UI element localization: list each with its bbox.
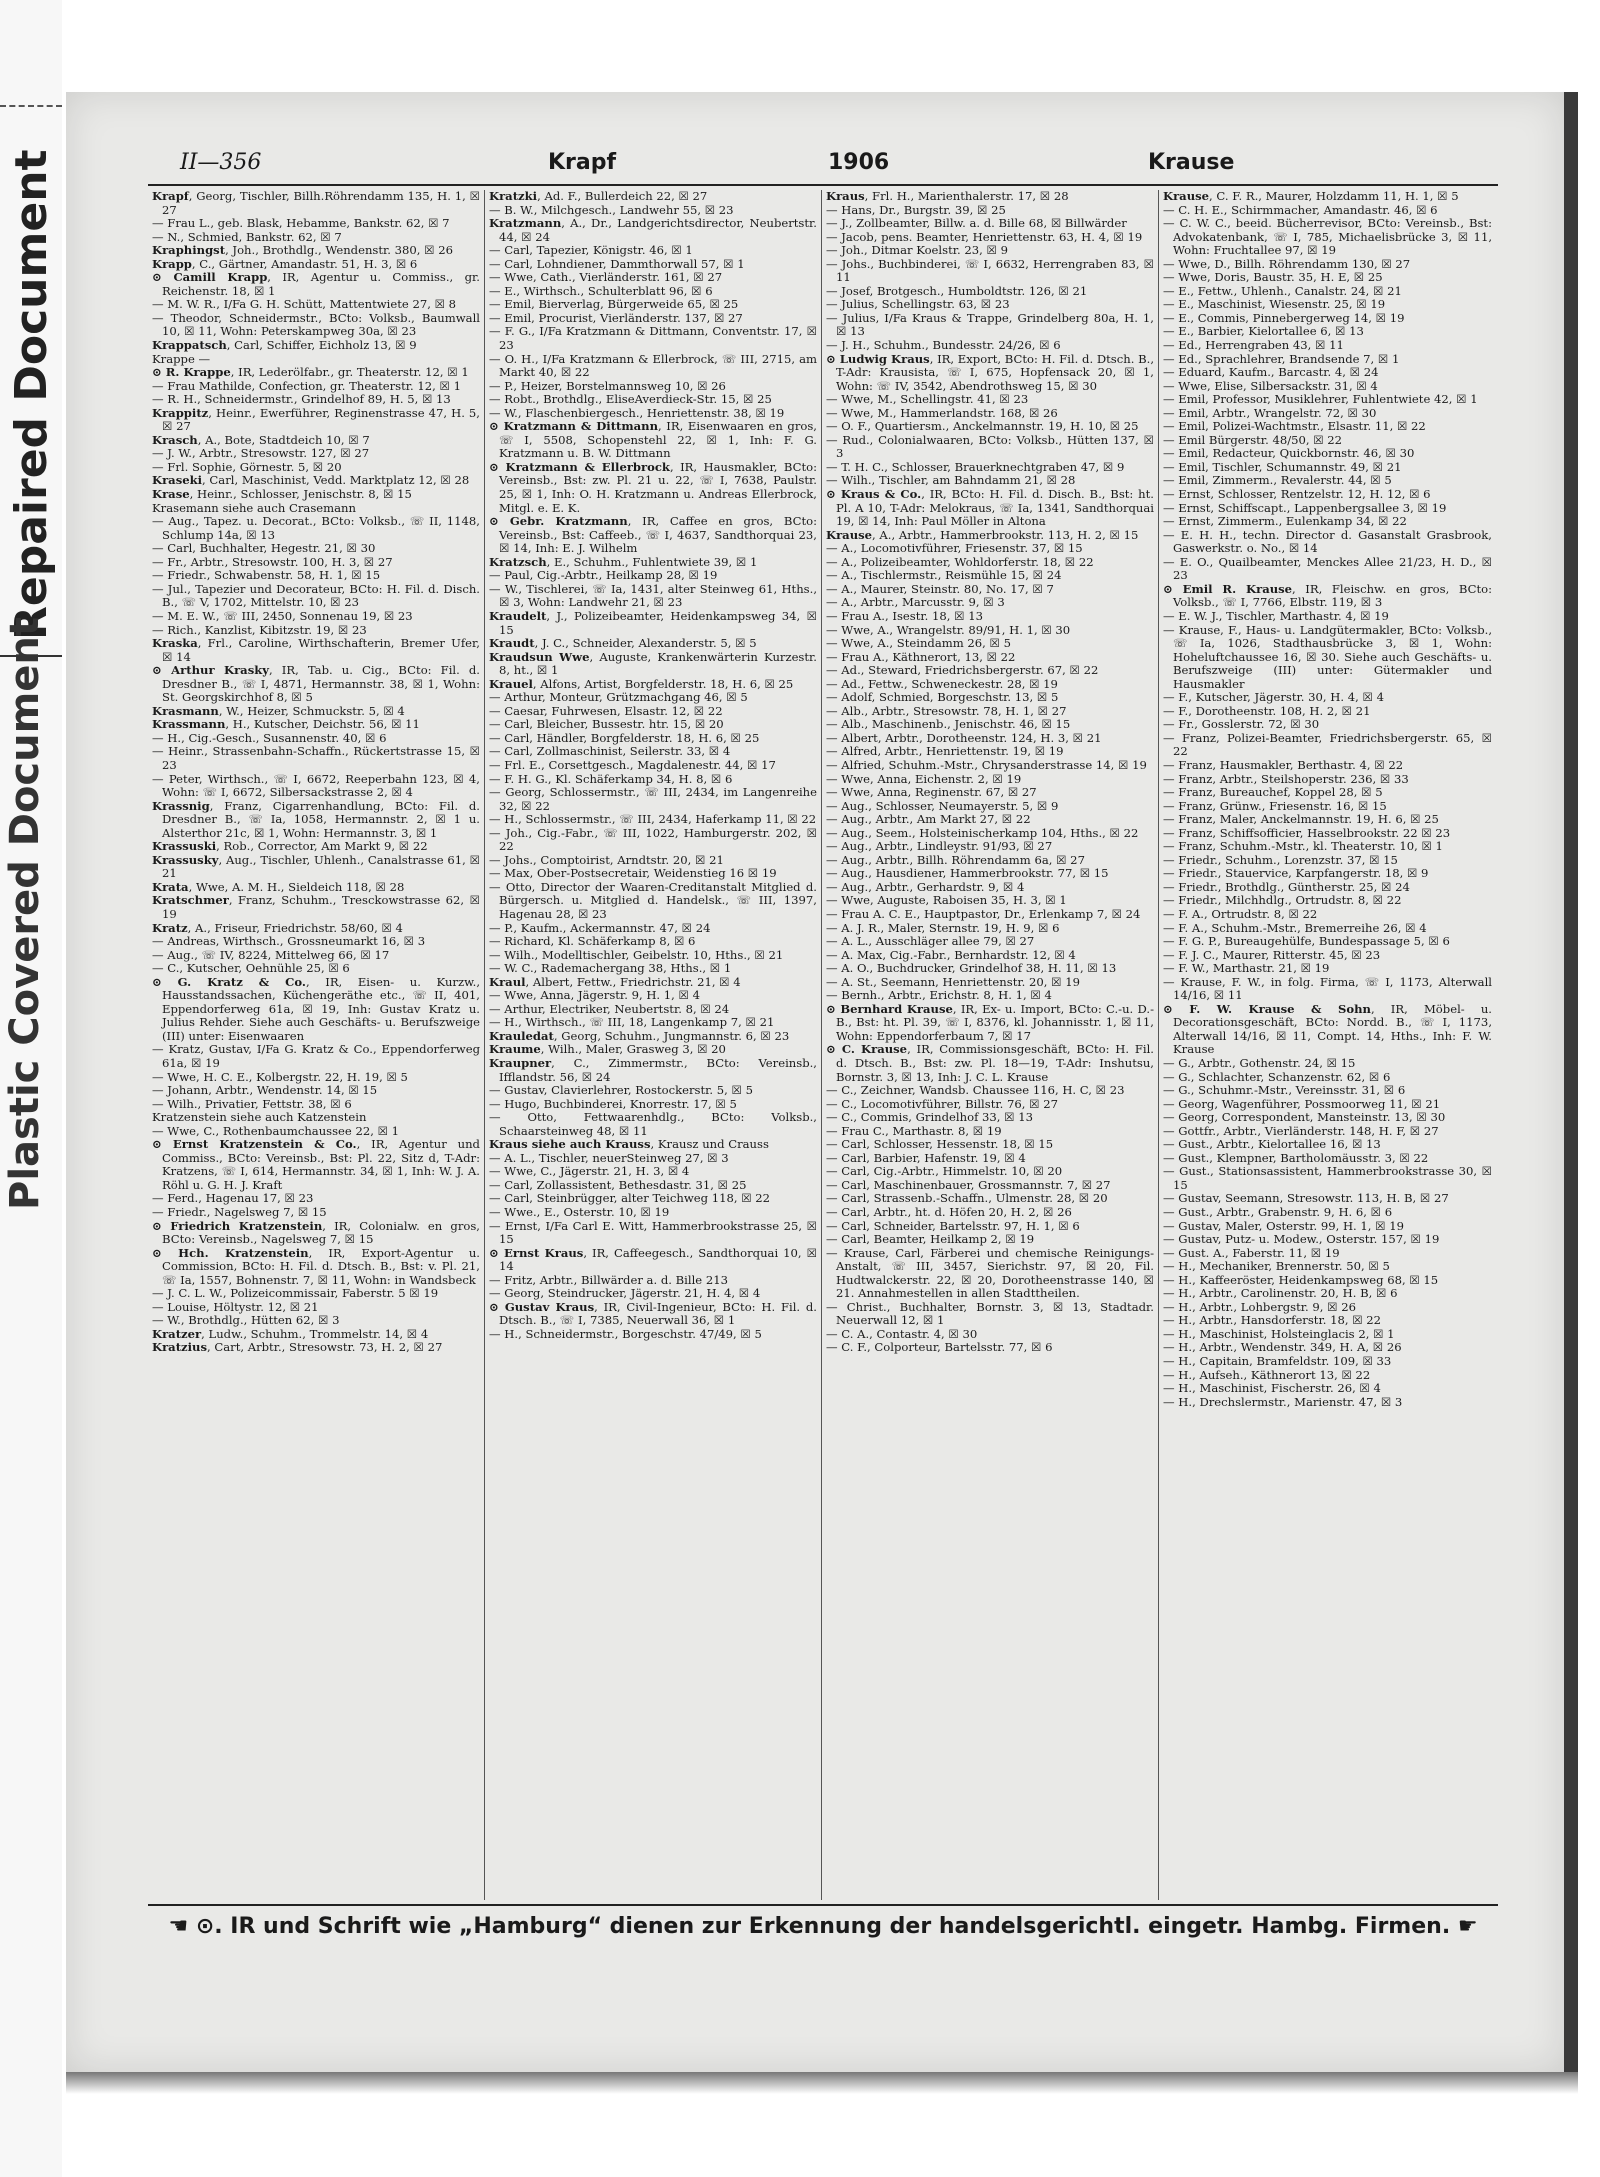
directory-entry: Krause, C. F. R., Maurer, Holzdamm 11, H. 1, ☒ 5 — [1163, 190, 1459, 203]
directory-entry: — Caesar, Fuhrwesen, Elsastr. 12, ☒ 22 — [489, 703, 723, 718]
directory-entry: — Aug., ☏ IV, 8224, Mittelweg 66, ☒ 17 — [152, 947, 390, 962]
directory-entry: — Ad., Steward, Friedrichsbergerstr. 67, ☒ 22 — [826, 663, 1099, 678]
directory-entry: — Gustav, Maler, Osterstr. 99, H. 1, ☒ 19 — [1163, 1218, 1405, 1233]
directory-entry: — Peter, Wirthsch., ☏ I, 6672, Reeperbahn 123, ☒ 4, Wohn: ☏ I, 6672, Silbersackstrasse 2, ☒ 4 — [152, 771, 480, 800]
directory-entry: — H., Cig.-Gesch., Susannenstr. 40, ☒ 6 — [152, 730, 387, 745]
directory-entry: — Frl. Sophie, Görnestr. 5, ☒ 20 — [152, 459, 342, 474]
directory-entry: — Frau A., Isestr. 18, ☒ 13 — [826, 608, 983, 623]
directory-entry: — A., Maurer, Steinstr. 80, No. 17, ☒ 7 — [826, 581, 1054, 596]
directory-entry: — Carl, Barbier, Hafenstr. 19, ☒ 4 — [826, 1150, 1026, 1165]
directory-entry: ⊙ R. Krappe, IR, Lederölfabr., gr. Theaterstr. 12, ☒ 1 — [152, 365, 469, 380]
directory-entry: — A. St., Seemann, Henriettenstr. 20, ☒ 19 — [826, 974, 1080, 989]
directory-entry: — Richard, Kl. Schäferkamp 8, ☒ 6 — [489, 934, 696, 949]
directory-entry: — A. Max, Cig.-Fabr., Bernhardstr. 12, ☒ 4 — [826, 947, 1076, 962]
directory-entry: — B. W., Milchgesch., Landwehr 55, ☒ 23 — [489, 202, 734, 217]
directory-entry: ⊙ Ernst Kraus, IR, Caffeegesch., Sandthorquai 10, ☒ 14 — [489, 1245, 817, 1274]
directory-entry: — Rich., Kanzlist, Kibitzstr. 19, ☒ 23 — [152, 622, 367, 637]
directory-entry: — Ed., Sprachlehrer, Brandsende 7, ☒ 1 — [1163, 351, 1400, 366]
directory-entry: — Joh., Ditmar Koelstr. 23, ☒ 9 — [826, 243, 1008, 258]
directory-entry: — A., Tischlermstr., Reismühle 15, ☒ 24 — [826, 568, 1062, 583]
directory-entry: — Wwe, A., Wrangelstr. 89/91, H. 1, ☒ 30 — [826, 622, 1071, 637]
directory-entry: — Wwe, C., Rothenbaumchaussee 22, ☒ 1 — [152, 1123, 400, 1138]
directory-entry: — Wwe, Elise, Silbersackstr. 31, ☒ 4 — [1163, 378, 1378, 393]
directory-entry: Kraseki, Carl, Maschinist, Vedd. Marktplatz 12, ☒ 28 — [152, 473, 470, 488]
directory-entry: — Arthur, Monteur, Grützmachgang 46, ☒ 5 — [489, 690, 748, 705]
directory-entry: — Frau C., Marthastr. 8, ☒ 19 — [826, 1123, 1002, 1138]
directory-entry: — Louise, Höltystr. 12, ☒ 21 — [152, 1299, 319, 1314]
directory-entry: Krase, Heinr., Schlosser, Jenischstr. 8, ☒ 15 — [152, 487, 412, 502]
directory-entry: — Franz, Schiffsofficier, Hasselbrookstr. 22 ☒ 23 — [1163, 825, 1451, 840]
directory-entry: — H., Maschinist, Holsteinglacis 2, ☒ 1 — [1163, 1326, 1395, 1341]
directory-entry: — Georg, Steindrucker, Jägerstr. 21, H. 4, ☒ 4 — [489, 1286, 761, 1301]
directory-entry: — Robt., Brothdlg., EliseAverdieck-Str. 15, ☒ 25 — [489, 392, 772, 407]
directory-entry: — Bernh., Arbtr., Erichstr. 8, H. 1, ☒ 4 — [826, 988, 1052, 1003]
directory-entry: — M. W. R., I/Fa G. H. Schütt, Mattentwiete 27, ☒ 8 — [152, 297, 457, 312]
directory-entry: — Ernst, Schiffscapt., Lappenbergsallee 3, ☒ 19 — [1163, 500, 1447, 515]
directory-entry: — O. F., Quartiersm., Anckelmannstr. 19, H. 10, ☒ 25 — [826, 419, 1139, 434]
directory-entry: — Wwe, M., Schellingstr. 41, ☒ 23 — [826, 392, 1029, 407]
directory-entry: — E., Fettw., Uhlenh., Canalstr. 24, ☒ 21 — [1163, 283, 1402, 298]
directory-entry: — H., Schlossermstr., ☏ III, 2434, Haferkamp 11, ☒ 22 — [489, 812, 817, 827]
directory-entry: Krassmann, H., Kutscher, Deichstr. 56, ☒ 11 — [152, 717, 420, 732]
directory-entry: — Carl, Händler, Borgfelderstr. 18, H. 6, ☒ 25 — [489, 730, 760, 745]
directory-entry: ⊙ Friedrich Kratzenstein, IR, Colonialw. en gros, BCto: Vereinsb., Nagelsweg 7, ☒ 15 — [152, 1218, 480, 1247]
directory-entry: — H., Drechslermstr., Marienstr. 47, ☒ 3 — [1163, 1394, 1403, 1409]
directory-entry: ⊙ C. Krause, IR, Commissionsgeschäft, BCto: H. Fil. d. Dtsch. B., Bst: zw. Pl. 18—19, T-Adr: Inshutsu, Bornstr. 3, ☒ 13, Inh: J. C. L. Krause — [826, 1042, 1154, 1084]
directory-entry: ⊙ Bernhard Krause, IR, Ex- u. Import, BCto: C.-u. D.-B., Bst: ht. Pl. 39, ☏ I, 8376, kl. Johannisstr. 1, ☒ 11, Wohn: Eppendorferbaum 7, ☒ 17 — [826, 1001, 1154, 1043]
directory-entry: — Gust., Klempner, Bartholomäusstr. 3, ☒ 22 — [1163, 1150, 1429, 1165]
directory-entry: ⊙ Kraus & Co., IR, BCto: H. Fil. d. Disch. B., Bst: ht. Pl. A 10, T-Adr: Melokraus, ☏ Ia, 1341, Sandthorquai 19, ☒ 14, Inh: Paul Möller in Altona — [826, 487, 1154, 529]
directory-entry: — Friedr., Stauervice, Karpfangerstr. 18, ☒ 9 — [1163, 866, 1429, 881]
directory-entry: — Julius, Schellingstr. 63, ☒ 23 — [826, 297, 1010, 312]
directory-entry: — Gust., Arbtr., Grabenstr. 9, H. 6, ☒ 6 — [1163, 1205, 1393, 1220]
directory-entry: Krassnig, Franz, Cigarrenhandlung, BCto: Fil. d. Dresdner B., ☏ Ia, 1058, Hermannstr. 2, ☒ 1 u. Alsterthor 21c, ☒ 1, Wohn: Hermannstr. 3, ☒ 1 — [152, 798, 480, 840]
directory-entry: — Aug., Arbtr., Lindleystr. 91/93, ☒ 27 — [826, 839, 1053, 854]
directory-entry: — Hugo, Buchbinderei, Knorrestr. 17, ☒ 5 — [489, 1096, 737, 1111]
directory-entry: — Gustav, Seemann, Stresowstr. 113, H. B, ☒ 27 — [1163, 1191, 1449, 1206]
directory-entry: — Aug., Arbtr., Billh. Röhrendamm 6a, ☒ 27 — [826, 852, 1085, 867]
directory-entry: — E., Commis, Pinnebergerweg 14, ☒ 19 — [1163, 310, 1405, 325]
directory-entry: ⊙ F. W. Krause & Sohn, IR, Möbel- u. Decorationsgeschäft, BCto: Nordd. B., ☏ I, 1173, Alterwall 14/16, ☒ 11, Compt. 14, Hths., Inh: F. W. Krause — [1163, 1001, 1492, 1057]
directory-columns — [148, 190, 1498, 1900]
directory-entry: Kraupner, C., Zimmermstr., BCto: Vereinsb., Ifflandstr. 56, ☒ 24 — [489, 1056, 817, 1084]
directory-entry: — Friedr., Nagelsweg 7, ☒ 15 — [152, 1205, 327, 1220]
directory-entry: — Rud., Colonialwaaren, BCto: Volksb., Hütten 137, ☒ 3 — [826, 432, 1154, 461]
directory-entry: Kraus siehe auch Krauss, Krausz und Crauss — [489, 1137, 769, 1152]
directory-entry: — Frl. E., Corsettgesch., Magdalenestr. 44, ☒ 17 — [489, 757, 776, 772]
directory-entry: — Fritz, Arbtr., Billwärder a. d. Bille 213 — [489, 1272, 728, 1287]
directory-entry: Kraphingst, Joh., Brothdlg., Wendenstr. 380, ☒ 26 — [152, 243, 453, 258]
directory-entry: — Josef, Brotgesch., Humboldtstr. 126, ☒ 21 — [826, 283, 1088, 298]
directory-entry: — Wwe, A., Steindamm 26, ☒ 5 — [826, 636, 1012, 651]
directory-entry: — Friedr., Brothdlg., Güntherstr. 25, ☒ 24 — [1163, 879, 1410, 894]
directory-entry: Kratzer, Ludw., Schuhm., Trommelstr. 14, ☒ 4 — [152, 1326, 429, 1341]
directory-entry: — A. J. R., Maler, Sternstr. 19, H. 9, ☒ 6 — [826, 920, 1060, 935]
directory-entry: — C., Locomotivführer, Billstr. 76, ☒ 27 — [826, 1096, 1058, 1111]
directory-entry: — H., Arbtr., Lohbergstr. 9, ☒ 26 — [1163, 1299, 1356, 1314]
directory-entry: — Wwe, H. C. E., Kolbergstr. 22, H. 19, ☒ 5 — [152, 1069, 408, 1084]
directory-entry: Krappe — — [152, 351, 211, 366]
directory-entry: — Franz, Maler, Anckelmannstr. 19, H. 6, ☒ 25 — [1163, 812, 1439, 827]
directory-entry: — F. J. C., Maurer, Ritterstr. 45, ☒ 23 — [1163, 947, 1381, 962]
directory-entry: — F., Kutscher, Jägerstr. 30, H. 4, ☒ 4 — [1163, 690, 1384, 705]
directory-entry: — Gottfr., Arbtr., Vierländerstr. 148, H. F, ☒ 27 — [1163, 1123, 1439, 1138]
directory-entry: Krauledat, Georg, Schuhm., Jungmannstr. 6, ☒ 23 — [489, 1028, 790, 1043]
page-header — [148, 144, 1498, 184]
dashed-divider — [0, 105, 62, 107]
directory-entry: — Friedr., Schuhm., Lorenzstr. 37, ☒ 15 — [1163, 852, 1398, 867]
directory-entry: — Aug., Seem., Holsteinischerkamp 104, Hths., ☒ 22 — [826, 825, 1139, 840]
side-labels — [0, 0, 62, 2177]
directory-entry: — Arthur, Electriker, Neubertstr. 8, ☒ 24 — [489, 1001, 730, 1016]
directory-entry: — Frau A. C. E., Hauptpastor, Dr., Erlenkamp 7, ☒ 24 — [826, 906, 1141, 921]
directory-entry: ⊙ Camill Krapp, IR, Agentur u. Commiss., gr. Reichenstr. 18, ☒ 1 — [152, 270, 480, 298]
directory-entry: — Otto, Director der Waaren-Creditanstalt Mitglied d. Bürgersch. u. Mitglied d. Handelsk., ☏ III, 1397, Hagenau 28, ☒ 23 — [489, 879, 817, 921]
directory-entry: — Franz, Hausmakler, Berthastr. 4, ☒ 22 — [1163, 757, 1404, 772]
directory-entry: Krassuski, Rob., Corrector, Am Markt 9, ☒ 22 — [152, 839, 428, 854]
directory-entry: — C. H. E., Schirmmacher, Amandastr. 46, ☒ 6 — [1163, 202, 1438, 217]
directory-entry: — Frau A., Käthnerort, 13, ☒ 22 — [826, 649, 1016, 664]
directory-entry: — Carl, Steinbrügger, alter Teichweg 118, ☒ 22 — [489, 1191, 771, 1206]
page-content — [148, 144, 1498, 2044]
directory-entry: — Gust., Stationsassistent, Hammerbrookstrasse 30, ☒ 15 — [1163, 1164, 1492, 1192]
directory-entry: — Alb., Maschinenb., Jenischstr. 46, ☒ 15 — [826, 717, 1071, 732]
directory-entry: Krappatsch, Carl, Schiffer, Eichholz 13, ☒ 9 — [152, 338, 417, 353]
directory-entry: — Emil, Polizei-Wachtmstr., Elsastr. 11, ☒ 22 — [1163, 419, 1426, 434]
header-right-keyword: Krause — [1148, 150, 1235, 175]
directory-entry: — E., Maschinist, Wiesenstr. 25, ☒ 19 — [1163, 297, 1386, 312]
directory-entry: — A. O., Buchdrucker, Grindelhof 38, H. 11, ☒ 13 — [826, 961, 1117, 976]
directory-entry: Krasch, A., Bote, Stadtdeich 10, ☒ 7 — [152, 432, 370, 447]
directory-column-3 — [822, 190, 1159, 1900]
directory-entry: — A. L., Ausschläger allee 79, ☒ 27 — [826, 934, 1035, 949]
directory-entry: — A., Polizeibeamter, Wohldorferstr. 18, ☒ 22 — [826, 554, 1094, 569]
header-year: 1906 — [828, 150, 890, 175]
directory-entry: Kraudsun Wwe, Auguste, Krankenwärterin Kurzestr. 8, ht., ☒ 1 — [489, 649, 817, 678]
directory-entry: — H., Mechaniker, Brennerstr. 50, ☒ 5 — [1163, 1259, 1390, 1274]
directory-entry: — H., Aufseh., Käthnerort 13, ☒ 22 — [1163, 1367, 1371, 1382]
directory-entry: — P., Kaufm., Ackermannstr. 47, ☒ 24 — [489, 920, 711, 935]
directory-entry: — Johann, Arbtr., Wendenstr. 14, ☒ 15 — [152, 1083, 378, 1098]
directory-entry: — Krause, Carl, Färberei und chemische Reinigungs-Anstalt, ☏ III, 3457, Sierichstr. 97, ☒ 20, Fil. Hudtwalckerstr. 22, ☒ 20, Dorotheenstrasse 140, ☒ 21. Annahmestellen in allen Stadttheilen. — [826, 1245, 1154, 1301]
directory-entry: — E., Wirthsch., Schulterblatt 96, ☒ 6 — [489, 283, 713, 298]
directory-entry: — C. A., Contastr. 4, ☒ 30 — [826, 1326, 978, 1341]
directory-entry: — E. W. J., Tischler, Marthastr. 4, ☒ 19 — [1163, 608, 1389, 623]
directory-entry: — Paul, Cig.-Arbtr., Heilkamp 28, ☒ 19 — [489, 568, 718, 583]
directory-entry: — A., Locomotivführer, Friesenstr. 37, ☒ 15 — [826, 541, 1083, 556]
directory-entry: — H., Arbtr., Carolinenstr. 20, H. B, ☒ 6 — [1163, 1286, 1398, 1301]
page-footer: ☚ ⊙. IR und Schrift wie „Hamburg“ dienen zur Erkennung der handelsgerichtl. eingetr. Hambg. Firmen. ☛ — [168, 1914, 1478, 1939]
directory-entry: — Otto, Fettwaarenhdlg., BCto: Volksb., Schaarsteinweg 48, ☒ 11 — [489, 1110, 817, 1138]
directory-entry: Kraudt, J. C., Schneider, Alexanderstr. 5, ☒ 5 — [489, 636, 757, 651]
directory-entry: — Joh., Cig.-Fabr., ☏ III, 1022, Hamburgerstr. 202, ☒ 22 — [489, 825, 817, 854]
page-number: II—356 — [180, 150, 262, 175]
directory-entry: — H., Kaffeeröster, Heidenkampsweg 68, ☒ 15 — [1163, 1272, 1439, 1287]
directory-entry: — Albert, Arbtr., Dorotheenstr. 124, H. 3, ☒ 21 — [826, 730, 1102, 745]
directory-entry: ⊙ Emil R. Krause, IR, Fleischw. en gros, BCto: Volksb., ☏ I, 7766, Elbstr. 119, ☒ 3 — [1163, 581, 1493, 610]
directory-entry: — C. F., Colporteur, Bartelsstr. 77, ☒ 6 — [826, 1340, 1053, 1355]
directory-entry: — Hans, Dr., Burgstr. 39, ☒ 25 — [826, 202, 1006, 217]
directory-entry: — T. H. C., Schlosser, Brauerknechtgraben 47, ☒ 9 — [826, 459, 1125, 474]
directory-entry: — Julius, I/Fa Kraus & Trappe, Grindelberg 80a, H. 1, ☒ 13 — [826, 310, 1154, 339]
directory-entry: — H., Wirthsch., ☏ III, 18, Langenkamp 7, ☒ 21 — [489, 1015, 775, 1030]
directory-entry: — Franz, Bureauchef, Koppel 28, ☒ 5 — [1163, 785, 1383, 800]
directory-entry: Kratzius, Cart, Arbtr., Stresowstr. 73, H. 2, ☒ 27 — [152, 1340, 443, 1355]
directory-entry: — Ad., Fettw., Schweneckestr. 28, ☒ 19 — [826, 676, 1058, 691]
directory-entry: — Carl, Buchhalter, Hegestr. 21, ☒ 30 — [152, 541, 376, 556]
directory-entry: — Kratz, Gustav, I/Fa G. Kratz & Co., Eppendorferweg 61a, ☒ 19 — [152, 1042, 480, 1070]
directory-column-2 — [485, 190, 822, 1900]
directory-entry: — Christ., Buchhalter, Bornstr. 3, ☒ 13, Stadtadr. Neuerwall 12, ☒ 1 — [826, 1299, 1154, 1328]
directory-entry: — Georg, Wagenführer, Possmoorweg 11, ☒ 21 — [1163, 1096, 1441, 1111]
directory-entry: — Carl, Tapezier, Königstr. 46, ☒ 1 — [489, 243, 693, 258]
directory-entry: — J. H., Schuhm., Bundesstr. 24/26, ☒ 6 — [826, 338, 1061, 353]
directory-entry: — F. G., I/Fa Kratzmann & Dittmann, Conventstr. 17, ☒ 23 — [489, 324, 817, 353]
directory-entry: — F. A., Ortrudstr. 8, ☒ 22 — [1163, 906, 1318, 921]
directory-entry: — Ernst, Schlosser, Rentzelstr. 12, H. 12, ☒ 6 — [1163, 487, 1431, 502]
directory-entry: ⊙ G. Kratz & Co., IR, Eisen- u. Kurzw., Hausstandssachen, Küchengeräthe etc., ☏ II, 401, Eppendorferweg 61a, ☒ 19, Inh: Gustav Kratz u. Julius Rehder. Siehe auch Geschäfts- u. Berufszweige (III) unter: Eisenwaaren — [152, 974, 480, 1043]
directory-entry: Kratzenstein siehe auch Katzenstein — [152, 1110, 367, 1125]
directory-entry: Kratschmer, Franz, Schuhm., Tresckowstrasse 62, ☒ 19 — [152, 893, 480, 921]
directory-entry: — Aug., Hausdiener, Hammerbrookstr. 77, ☒ 15 — [826, 866, 1109, 881]
directory-entry: Kratz, A., Friseur, Friedrichstr. 58/60, ☒ 4 — [152, 920, 403, 935]
directory-entry: — Carl, Arbtr., ht. d. Höfen 20, H. 2, ☒ 26 — [826, 1205, 1072, 1220]
directory-entry: ⊙ Hch. Kratzenstein, IR, Export-Agentur u. Commission, BCto: H. Fil. d. Dtsch. B., Bst: v. Pl. 21, ☏ Ia, 1557, Bohnenstr. 7, ☒ 11, Wohn: in Wandsbeck — [152, 1245, 480, 1287]
directory-entry: ⊙ Arthur Krasky, IR, Tab. u. Cig., BCto: Fil. d. Dresdner B., ☏ I, 4871, Hermannstr. 38, ☒ 1, Wohn: St. Georgskirchhof 8, ☒ 5 — [152, 663, 480, 705]
directory-entry: — Friedr., Milchhdlg., Ortrudstr. 8, ☒ 22 — [1163, 893, 1402, 908]
directory-entry: — C. W. C., beeid. Bücherrevisor, BCto: Vereinsb., Bst: Advokatenbank, ☏ I, 785, Michaelisbrücke 3, ☒ 11, Wohn: Fruchtallee 97, ☒ 19 — [1163, 216, 1492, 258]
repaired-document-label: Repaired Document — [6, 149, 57, 640]
directory-entry: — Wwe, Anna, Eichenstr. 2, ☒ 19 — [826, 771, 1022, 786]
directory-entry: Kraska, Frl., Caroline, Wirthschafterin, Bremer Ufer, ☒ 14 — [152, 636, 480, 664]
directory-entry: — M. E. W., ☏ III, 2450, Sonnenau 19, ☒ 23 — [152, 608, 413, 623]
directory-entry: ⊙ Gustav Kraus, IR, Civil-Ingenieur, BCto: H. Fil. d. Dtsch. B., ☏ I, 7385, Neuerwall 36, ☒ 1 — [489, 1299, 817, 1328]
directory-entry: — Alfred, Arbtr., Henriettenstr. 19, ☒ 19 — [826, 744, 1064, 759]
directory-entry: Kraul, Albert, Fettw., Friedrichstr. 21, ☒ 4 — [489, 974, 741, 989]
directory-entry: — Aug., Arbtr., Am Markt 27, ☒ 22 — [826, 812, 1031, 827]
directory-entry: — F. W., Marthastr. 21, ☒ 19 — [1163, 961, 1330, 976]
directory-entry: — G., Schlachter, Schanzenstr. 62, ☒ 6 — [1163, 1069, 1391, 1084]
directory-entry: — Gustav, Putz- u. Modew., Osterstr. 157, ☒ 19 — [1163, 1232, 1440, 1247]
directory-entry: Kraume, Wilh., Maler, Grasweg 3, ☒ 20 — [489, 1042, 726, 1057]
directory-entry: — Ed., Herrengraben 43, ☒ 11 — [1163, 338, 1344, 353]
directory-entry: — Carl, Beamter, Heilkamp 2, ☒ 19 — [826, 1232, 1035, 1247]
header-left-keyword: Krapf — [548, 150, 617, 175]
directory-entry: — E. H. H., techn. Director d. Gasanstalt Grasbrook, Gaswerkstr. o. No., ☒ 14 — [1163, 527, 1492, 556]
directory-entry: — Emil, Zimmerm., Revalerstr. 44, ☒ 5 — [1163, 473, 1392, 488]
directory-entry: — Wwe, C., Jägerstr. 21, H. 3, ☒ 4 — [489, 1164, 690, 1179]
directory-entry: — W., Tischlerei, ☏ Ia, 1431, alter Steinweg 61, Hths., ☒ 3, Wohn: Landwehr 21, ☒ 23 — [489, 581, 817, 610]
directory-entry: — Emil, Bierverlag, Bürgerweide 65, ☒ 25 — [489, 297, 739, 312]
directory-entry: — Aug., Schlosser, Neumayerstr. 5, ☒ 9 — [826, 798, 1059, 813]
directory-entry: — Emil, Procurist, Vierländerstr. 137, ☒ 27 — [489, 310, 743, 325]
directory-entry: — Fr., Gosslerstr. 72, ☒ 30 — [1163, 717, 1320, 732]
directory-entry: Krauel, Alfons, Artist, Borgfelderstr. 18, H. 6, ☒ 25 — [489, 676, 794, 691]
directory-entry: ⊙ Kratzmann & Dittmann, IR, Eisenwaaren en gros, ☏ I, 5508, Schopenstehl 22, ☒ 1, Inh: F. G. Kratzmann u. B. W. Dittmann — [489, 419, 817, 461]
directory-entry: — Theodor, Schneidermstr., BCto: Volksb., Baumwall 10, ☒ 11, Wohn: Peterskampweg 30a, ☒ 23 — [152, 310, 480, 339]
directory-entry: — Max, Ober-Postsecretair, Weidenstieg 16 ☒ 19 — [489, 866, 777, 881]
footer-rule — [148, 1904, 1498, 1906]
directory-entry: — Krause, F., Haus- u. Landgütermakler, BCto: Volksb., ☏ Ia, 1026, Stadthausbrücke 3, ☒ 1, Wohn: Hoheluftchaussee 16, ☒ 30. Siehe auch Geschäfts- u. Berufszweige (III) unter: Gütermakler und Hausmakler — [1163, 622, 1492, 691]
directory-entry: — P., Heizer, Borstelmannsweg 10, ☒ 26 — [489, 378, 726, 393]
directory-entry: Kratzsch, E., Schuhm., Fuhlentwiete 39, ☒ 1 — [489, 554, 758, 569]
directory-entry: — Franz, Schuhm.-Mstr., kl. Theaterstr. 10, ☒ 1 — [1163, 839, 1443, 854]
directory-entry: — Wwe, M., Hammerlandstr. 168, ☒ 26 — [826, 405, 1058, 420]
directory-entry: — J. W., Arbtr., Stresowstr. 127, ☒ 27 — [152, 446, 370, 461]
directory-entry: — Carl, Schlosser, Hessenstr. 18, ☒ 15 — [826, 1137, 1054, 1152]
directory-entry: — Carl, Strassenb.-Schaffn., Ulmenstr. 28, ☒ 20 — [826, 1191, 1108, 1206]
directory-entry: — Carl, Zollassistent, Bethesdastr. 31, ☒ 25 — [489, 1177, 747, 1192]
directory-entry: — H., Schneidermstr., Borgeschstr. 47/49, ☒ 5 — [489, 1326, 762, 1341]
directory-entry: — Wwe, Doris, Baustr. 35, H. E, ☒ 25 — [1163, 270, 1383, 285]
directory-entry: — W., Flaschenbiergesch., Henriettenstr. 38, ☒ 19 — [489, 405, 785, 420]
directory-entry: — C., Commis, Grindelhof 33, ☒ 13 — [826, 1110, 1034, 1125]
directory-entry: — O. H., I/Fa Kratzmann & Ellerbrock, ☏ III, 2715, am Markt 40, ☒ 22 — [489, 351, 817, 380]
directory-entry: — Gust. A., Faberstr. 11, ☒ 19 — [1163, 1245, 1340, 1260]
header-rule — [148, 184, 1498, 186]
directory-entry: ⊙ Ludwig Kraus, IR, Export, BCto: H. Fil. d. Dtsch. B., T-Adr: Krausista, ☏ I, 675, Hopfensack 20, ☒ 1, Wohn: ☏ IV, 3542, Abendrothsweg 15, ☒ 30 — [826, 351, 1155, 393]
directory-entry: Krata, Wwe, A. M. H., Sieldeich 118, ☒ 28 — [152, 879, 405, 894]
directory-entry: — Ernst, I/Fa Carl E. Witt, Hammerbrookstrasse 25, ☒ 15 — [489, 1218, 817, 1247]
plastic-covered-document-label: Plastic Covered Document — [2, 616, 48, 1210]
directory-entry: — Krause, F. W., in folg. Firma, ☏ I, 1173, Alterwall 14/16, ☒ 11 — [1163, 974, 1492, 1003]
directory-entry: — N., Schmied, Bankstr. 62, ☒ 7 — [152, 229, 342, 244]
directory-entry: — E. O., Quailbeamter, Menckes Allee 21/23, H. D., ☒ 23 — [1163, 554, 1492, 583]
directory-entry: — J., Zollbeamter, Billw. a. d. Bille 68, ☒ Billwärder — [826, 216, 1127, 231]
directory-entry: — Wwe, Auguste, Raboisen 35, H. 3, ☒ 1 — [826, 893, 1067, 908]
directory-entry: — Carl, Lohndiener, Dammthorwall 57, ☒ 1 — [489, 256, 745, 271]
directory-entry: — Wwe, D., Billh. Röhrendamm 130, ☒ 27 — [1163, 256, 1411, 271]
directory-entry: — Ferd., Hagenau 17, ☒ 23 — [152, 1191, 314, 1206]
directory-entry: Krapf, Georg, Tischler, Billh.Röhrendamm 135, H. 1, ☒ 27 — [152, 190, 480, 217]
directory-entry: — Wilh., Privatier, Fettstr. 38, ☒ 6 — [152, 1096, 352, 1111]
directory-entry: — Alfried, Schuhm.-Mstr., Chrysanderstrasse 14, ☒ 19 — [826, 757, 1147, 772]
directory-entry: — F. H. G., Kl. Schäferkamp 34, H. 8, ☒ 6 — [489, 771, 733, 786]
directory-entry: — H., Maschinist, Fischerstr. 26, ☒ 4 — [1163, 1381, 1381, 1396]
directory-entry: — Georg, Schlossermstr., ☏ III, 2434, im Langenreihe 32, ☒ 22 — [489, 785, 817, 813]
directory-entry: — Wwe, Cath., Vierländerstr. 161, ☒ 27 — [489, 270, 723, 285]
directory-entry: — Carl, Schneider, Bartelsstr. 97, H. 1, ☒ 6 — [826, 1218, 1080, 1233]
directory-entry: — C., Zeichner, Wandsb. Chaussee 116, H. C, ☒ 23 — [826, 1083, 1125, 1098]
directory-entry: — Franz, Polizei-Beamter, Friedrichsbergerstr. 65, ☒ 22 — [1163, 730, 1492, 759]
directory-entry: — Aug., Tapez. u. Decorat., BCto: Volksb., ☏ II, 1148, Schlump 14a, ☒ 13 — [152, 514, 480, 542]
directory-entry: — Adolf, Schmied, Borgeschstr. 13, ☒ 5 — [826, 690, 1059, 705]
directory-entry: — Emil, Professor, Musiklehrer, Fuhlentwiete 42, ☒ 1 — [1163, 392, 1478, 407]
directory-entry: — Fr., Arbtr., Stresowstr. 100, H. 3, ☒ 27 — [152, 554, 393, 569]
directory-column-1 — [148, 190, 485, 1900]
directory-entry: — Emil Bürgerstr. 48/50, ☒ 22 — [1163, 432, 1343, 447]
directory-entry: ⊙ Gebr. Kratzmann, IR, Caffee en gros, BCto: Vereinsb., Bst: Caffeeb., ☏ I, 4637, Sandthorquai 23, ☒ 14, Inh: E. J. Wilhelm — [489, 514, 817, 556]
directory-entry: Krasmann, W., Heizer, Schmuckstr. 5, ☒ 4 — [152, 703, 405, 718]
directory-entry: — W., Brothdlg., Hütten 62, ☒ 3 — [152, 1313, 340, 1328]
directory-entry: — Friedr., Schwabenstr. 58, H. 1, ☒ 15 — [152, 568, 381, 583]
directory-entry: — F. A., Schuhm.-Mstr., Bremerreihe 26, ☒ 4 — [1163, 920, 1427, 935]
directory-entry: — Carl, Maschinenbauer, Grossmannstr. 7, ☒ 27 — [826, 1177, 1111, 1192]
directory-entry: — Carl, Bleicher, Bussestr. htr. 15, ☒ 20 — [489, 717, 724, 732]
directory-entry: — Frau Mathilde, Confection, gr. Theaterstr. 12, ☒ 1 — [152, 378, 461, 393]
directory-entry: — A. L., Tischler, neuerSteinweg 27, ☒ 3 — [489, 1150, 729, 1165]
directory-entry: — Wwe, Anna, Reginenstr. 67, ☒ 27 — [826, 785, 1037, 800]
directory-entry: — Emil, Redacteur, Quickbornstr. 46, ☒ 30 — [1163, 446, 1415, 461]
directory-entry: — Franz, Arbtr., Steilshoperstr. 236, ☒ 33 — [1163, 771, 1409, 786]
scan-edge-shadow — [66, 2072, 1578, 2094]
scanned-page — [66, 92, 1578, 2072]
directory-entry: — Aug., Arbtr., Gerhardstr. 9, ☒ 4 — [826, 879, 1025, 894]
directory-entry: — Wwe, Anna, Jägerstr. 9, H. 1, ☒ 4 — [489, 988, 701, 1003]
directory-entry: — Georg, Correspondent, Mansteinstr. 13, ☒ 30 — [1163, 1110, 1446, 1125]
directory-entry: — Frau L., geb. Blask, Hebamme, Bankstr. 62, ☒ 7 — [152, 216, 450, 231]
directory-entry: — H., Capitain, Bramfeldstr. 109, ☒ 33 — [1163, 1354, 1392, 1369]
directory-entry: Kraus, Frl. H., Marienthalerstr. 17, ☒ 28 — [826, 190, 1069, 203]
directory-entry: — Alb., Arbtr., Stresowstr. 78, H. 1, ☒ 27 — [826, 703, 1067, 718]
directory-entry: — G., Arbtr., Gothenstr. 24, ☒ 15 — [1163, 1056, 1356, 1070]
directory-entry: — Ernst, Zimmerm., Eulenkamp 34, ☒ 22 — [1163, 514, 1407, 529]
directory-entry: Krapp, C., Gärtner, Amandastr. 51, H. 3, ☒ 6 — [152, 256, 418, 271]
directory-entry: — Jul., Tapezier und Decorateur, BCto: H. Fil. d. Disch. B., ☏ V, 1702, Mittelstr. 10, ☒ 23 — [152, 581, 480, 610]
directory-entry: — Wilh., Tischler, am Bahndamm 21, ☒ 28 — [826, 473, 1076, 488]
directory-entry: — F. G. P., Bureaugehülfe, Bundespassage 5, ☒ 6 — [1163, 934, 1450, 949]
directory-entry: — Heinr., Strassenbahn-Schaffn., Rückertstrasse 15, ☒ 23 — [152, 744, 480, 772]
directory-entry: ⊙ Ernst Kratzenstein & Co., IR, Agentur und Commiss., BCto: Vereinsb., Bst: Pl. 22, Sitz d, T-Adr: Kratzens, ☏ I, 614, Hermannstr. 34, ☒ 1, Inh: W. J. A. Röhl u. G. H. J. Kraft — [152, 1137, 480, 1192]
directory-entry: Krause, A., Arbtr., Hammerbrookstr. 113, H. 2, ☒ 15 — [826, 527, 1139, 542]
directory-entry: — E., Barbier, Kielortallee 6, ☒ 13 — [1163, 324, 1364, 339]
directory-entry: — G., Schuhmr.-Mstr., Vereinsstr. 31, ☒ 6 — [1163, 1083, 1406, 1098]
directory-entry: — Carl, Cig.-Arbtr., Himmelstr. 10, ☒ 20 — [826, 1164, 1063, 1179]
directory-entry: — Andreas, Wirthsch., Grossneumarkt 16, ☒ 3 — [152, 934, 426, 949]
directory-entry: Krasemann siehe auch Crasemann — [152, 500, 356, 515]
directory-entry: Kraudelt, J., Polizeibeamter, Heidenkampsweg 34, ☒ 15 — [489, 608, 817, 637]
directory-entry: — Eduard, Kaufm., Barcastr. 4, ☒ 24 — [1163, 365, 1379, 380]
directory-entry: — Wwe., E., Osterstr. 10, ☒ 19 — [489, 1205, 670, 1220]
directory-column-4 — [1159, 190, 1496, 1900]
directory-entry: Kratzmann, A., Dr., Landgerichtsdirector, Neubertstr. 44, ☒ 24 — [489, 216, 817, 244]
directory-entry: — Gust., Arbtr., Kielortallee 16, ☒ 13 — [1163, 1137, 1381, 1152]
directory-entry: — Jacob, pens. Beamter, Henriettenstr. 63, H. 4, ☒ 19 — [826, 229, 1143, 244]
directory-entry: Krappitz, Heinr., Ewerführer, Reginenstrasse 47, H. 5, ☒ 27 — [152, 405, 480, 434]
directory-entry: — C., Kutscher, Oehnühle 25, ☒ 6 — [152, 961, 350, 976]
directory-entry: — F., Dorotheenstr. 108, H. 2, ☒ 21 — [1163, 703, 1371, 718]
directory-entry: — Carl, Zollmaschinist, Seilerstr. 33, ☒ 4 — [489, 744, 731, 759]
directory-entry: — J. C. L. W., Polizeicommissair, Faberstr. 5 ☒ 19 — [152, 1286, 439, 1301]
directory-entry: — R. H., Schneidermstr., Grindelhof 89, H. 5, ☒ 13 — [152, 392, 451, 407]
directory-entry: — Franz, Grünw., Friesenstr. 16, ☒ 15 — [1163, 798, 1387, 813]
directory-entry: — Gustav, Clavierlehrer, Rostockerstr. 5, ☒ 5 — [489, 1083, 753, 1098]
directory-entry: ⊙ Kratzmann & Ellerbrock, IR, Hausmakler, BCto: Vereinsb., Bst: zw. Pl. 21 u. 22, ☏ I, 7638, Paulstr. 25, ☒ 1, Inh: O. H. Kratzmann u. Andreas Ellerbrock, Mitgl. e. E. K. — [489, 459, 817, 515]
directory-entry: — W. C., Rademachergang 38, Hths., ☒ 1 — [489, 961, 732, 976]
directory-entry: — Johs., Comptoirist, Arndtstr. 20, ☒ 21 — [489, 852, 724, 867]
directory-entry: — H., Arbtr., Hansdorferstr. 18, ☒ 22 — [1163, 1313, 1382, 1328]
directory-entry: — Emil, Arbtr., Wrangelstr. 72, ☒ 30 — [1163, 405, 1377, 420]
directory-entry: — Emil, Tischler, Schumannstr. 49, ☒ 21 — [1163, 459, 1402, 474]
directory-entry: — H., Arbtr., Wendenstr. 349, H. A, ☒ 26 — [1163, 1340, 1402, 1355]
directory-entry: — A., Arbtr., Marcusstr. 9, ☒ 3 — [826, 595, 1005, 610]
directory-entry: Krassusky, Aug., Tischler, Uhlenh., Canalstrasse 61, ☒ 21 — [152, 852, 480, 881]
directory-entry: — Johs., Buchbinderei, ☏ I, 6632, Herrengraben 83, ☒ 11 — [826, 256, 1154, 285]
directory-entry: Kratzki, Ad. F., Bullerdeich 22, ☒ 27 — [489, 190, 708, 203]
directory-entry: — Wilh., Modelltischler, Geibelstr. 10, Hths., ☒ 21 — [489, 947, 784, 962]
